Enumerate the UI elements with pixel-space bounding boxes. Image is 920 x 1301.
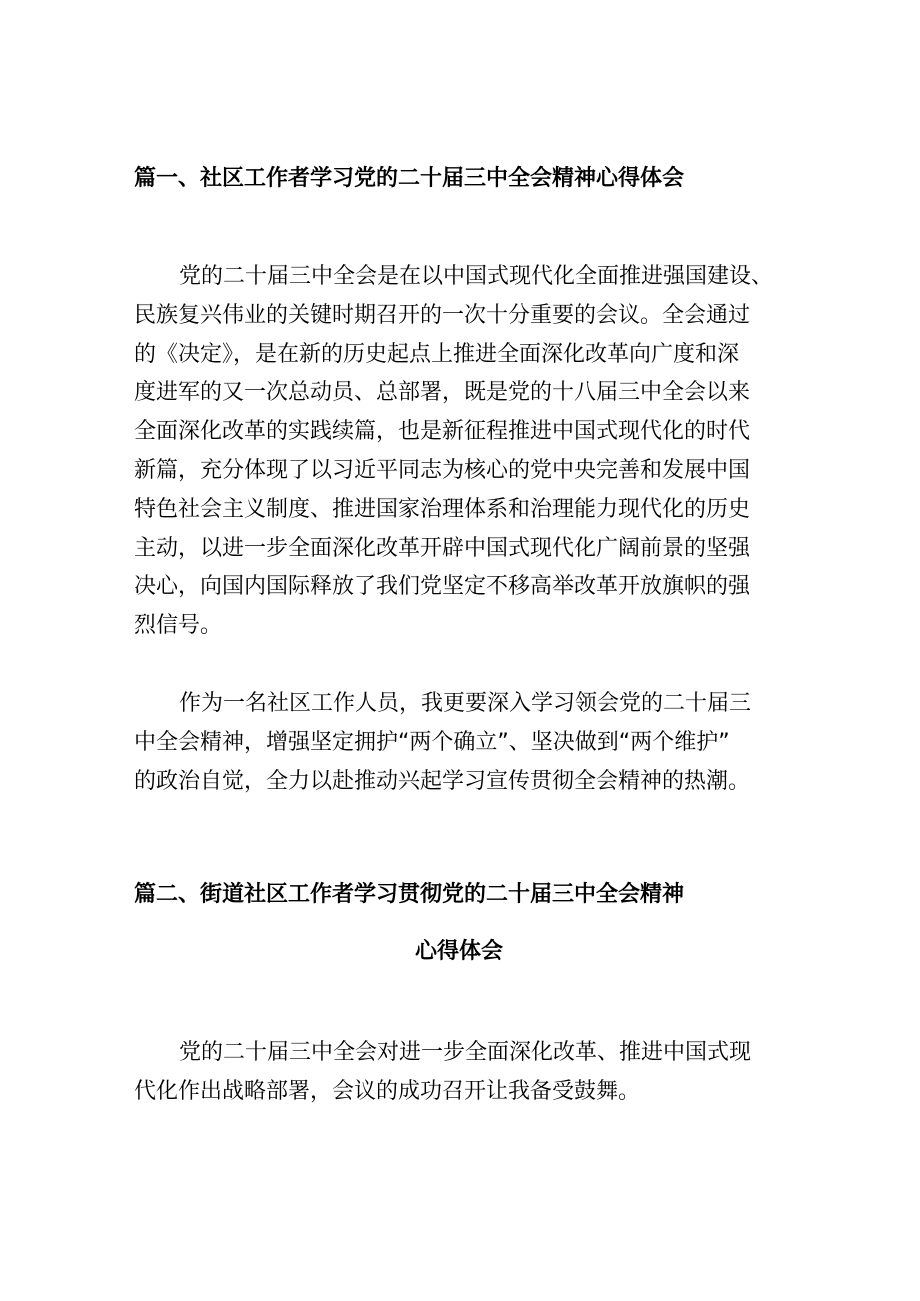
paragraph-line: 主动，以进一步全面深化改革开辟中国式现代化广阔前景的坚强 [134, 535, 751, 561]
paragraph-line: 中全会精神，增强坚定拥护“两个确立”、坚决做到“两个维护” [134, 729, 730, 755]
section1-paragraph2 [134, 685, 794, 801]
paragraph-line: 党的二十届三中全会对进一步全面深化改革、推进中国式现 [179, 1040, 752, 1065]
section2-title-line1: 篇二、街道社区工作者学习贯彻党的二十届三中全会精神 [134, 882, 685, 907]
section2-title-line2: 心得体会 [414, 939, 503, 964]
section1-paragraph1 [134, 258, 794, 646]
section2-paragraph1 [134, 1034, 794, 1112]
paragraph-line: 的政治自觉，全力以赴推动兴起学习宣传贯彻全会精神的热潮。 [134, 768, 751, 794]
paragraph-line: 特色社会主义制度、推进国家治理体系和治理能力现代化的历史 [134, 496, 751, 522]
paragraph-line: 的《决定》，是在新的历史起点上推进全面深化改革向广度和深 [134, 341, 740, 367]
paragraph-line: 烈信号。 [134, 613, 223, 639]
paragraph-line: 决心，向国内国际释放了我们党坚定不移高举改革开放旗帜的强 [134, 574, 751, 600]
section1-title: 篇一、社区工作者学习党的二十届三中全会精神心得体会 [134, 166, 685, 191]
paragraph-line: 民族复兴伟业的关键时期召开的一次十分重要的会议。全会通过 [134, 302, 751, 328]
paragraph-line: 新篇，充分体现了以习近平同志为核心的党中央完善和发展中国 [134, 457, 751, 483]
paragraph-line: 度进军的又一次总动员、总部署，既是党的十八届三中全会以来 [134, 380, 751, 406]
paragraph-line: 作为一名社区工作人员，我更要深入学习领会党的二十届三 [179, 691, 752, 716]
paragraph-line: 代化作出战略部署，会议的成功召开让我备受鼓舞。 [134, 1078, 641, 1104]
paragraph-line: 全面深化改革的实践续篇，也是新征程推进中国式现代化的时代 [134, 419, 751, 445]
paragraph-line: 党的二十届三中全会是在以中国式现代化全面推进强国建设、 [179, 264, 774, 289]
